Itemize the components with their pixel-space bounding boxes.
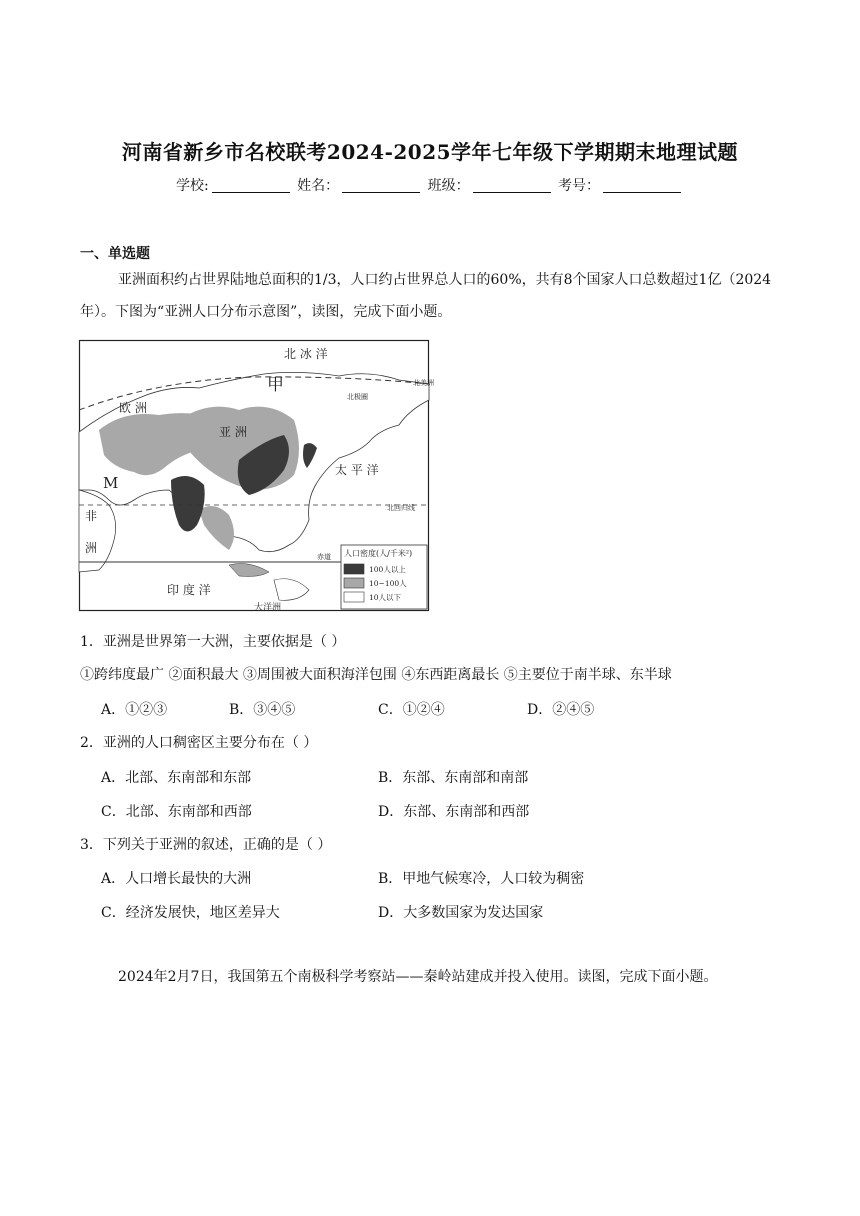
question-1-option-b[interactable]: B．③④⑤ [229,702,296,718]
label-oceania: 大洋洲 [254,603,282,613]
label-north-america: 北美洲 [413,379,434,387]
section-heading: 一、单选题 [80,246,150,262]
label-africa-2: 洲 [85,541,98,555]
question-2-stem: 2．亚洲的人口稠密区主要分布在（ ） [80,735,318,751]
legend-title: 人口密度(人/千米²) [344,549,413,558]
question-3-option-d[interactable]: D．大多数国家为发达国家 [378,905,544,921]
label-tropic: 北回归线 [387,504,415,512]
question-1-stem: 1．亚洲是世界第一大洲，主要依据是（ ） [80,634,346,650]
question-3-option-c[interactable]: C．经济发展快，地区差异大 [101,905,280,921]
legend-item-medium: 10~100人 [369,579,407,588]
label-africa-1: 非 [85,509,98,523]
question-3-stem: 3．下列关于亚洲的叙述，正确的是（ ） [80,837,332,853]
intro-paragraph-2: 2024年2月7日，我国第五个南极科学考察站——秦岭站建成并投入使用。读图，完成下面小题。 [118,969,718,985]
label-indian-ocean: 印 度 洋 [167,583,211,597]
legend-item-low: 10人以下 [369,593,402,602]
number-label: 考号： [558,178,601,194]
question-2-option-d[interactable]: D．东部、东南部和西部 [378,804,530,820]
question-1-option-a[interactable]: A．①②③ [101,702,168,718]
asia-population-map [79,340,434,613]
question-1-option-c[interactable]: C．①②④ [378,702,445,718]
question-1-statements: ①跨纬度最广 ②面积最大 ③周围被大面积海洋包围 ④东西距离最长 ⑤主要位于南半球、东半球 [80,667,672,683]
map-legend [341,545,427,609]
question-2-option-c[interactable]: C．北部、东南部和西部 [101,804,252,820]
question-2-option-a[interactable]: A．北部、东南部和东部 [101,770,252,786]
legend-swatch-low [344,592,364,602]
question-2-option-b[interactable]: B．东部、东南部和南部 [378,770,529,786]
intro-paragraph: 亚洲面积约占世界陆地总面积的1/3，人口约占世界总人口的60%，共有8个国家人口总数超过1亿（2024年）。下图为“亚洲人口分布示意图”，读图，完成下面小题。 [80,272,772,320]
question-3-option-a[interactable]: A．人口增长最快的大洲 [101,871,252,887]
label-jia: 甲 [267,375,284,395]
legend-item-high: 100人以上 [369,565,406,574]
school-blank[interactable] [212,178,290,193]
school-label: 学校: [175,178,209,194]
question-1-option-d[interactable]: D．②④⑤ [527,702,595,718]
label-asia: 亚 洲 [219,425,247,439]
legend-swatch-medium [344,578,364,588]
class-blank[interactable] [473,178,551,193]
label-equator: 赤道 [317,553,331,561]
label-m: M [103,474,119,492]
name-label: 姓名： [297,178,340,194]
legend-swatch-high [344,564,364,574]
class-label: 班级： [427,178,470,194]
number-blank[interactable] [603,178,681,193]
label-pacific: 太 平 洋 [335,463,379,477]
page-title: 河南省新乡市名校联考2024-2025学年七年级下学期期末地理试题 [121,140,739,164]
question-3-option-b[interactable]: B．甲地气候寒冷，人口较为稠密 [378,871,585,887]
label-arctic-ocean: 北 冰 洋 [284,347,328,361]
label-arctic-circle: 北极圈 [347,393,368,401]
student-info-line [0,175,860,195]
name-blank[interactable] [342,178,420,193]
label-europe: 欧 洲 [119,401,147,415]
